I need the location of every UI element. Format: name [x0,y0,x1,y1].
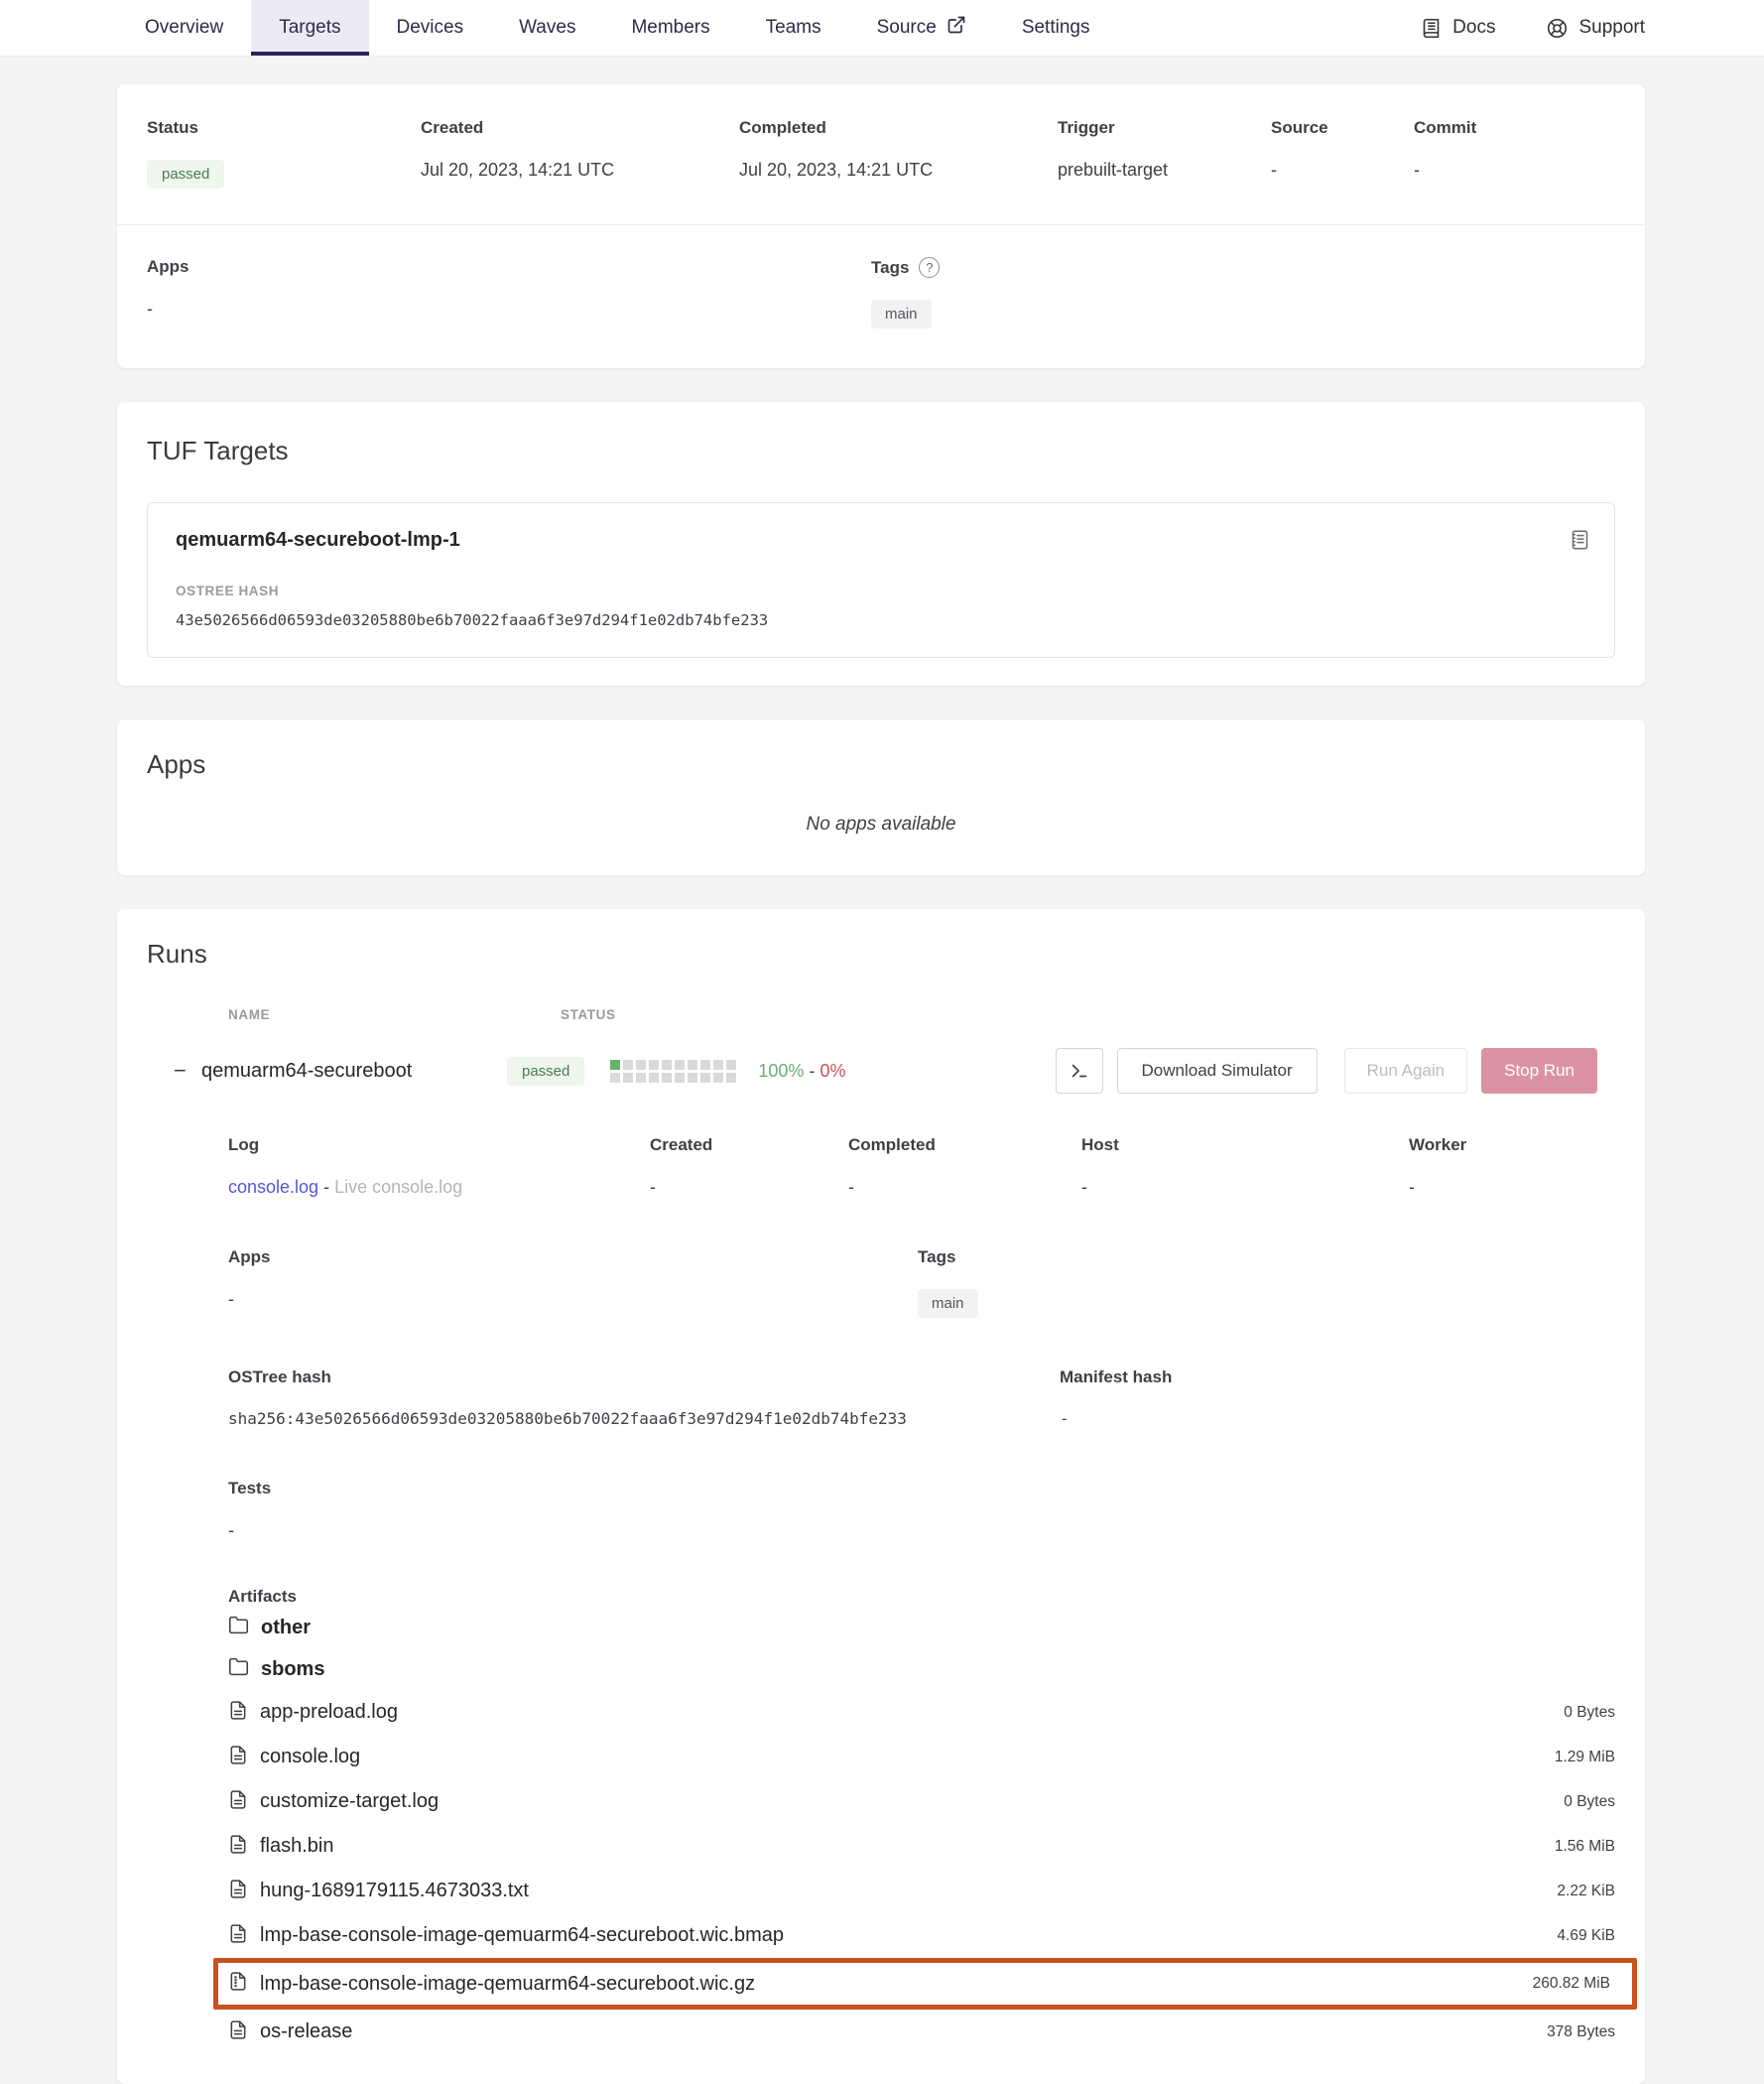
tab-source[interactable] [849,0,994,56]
download-simulator-button[interactable]: Download Simulator [1117,1048,1318,1094]
apps-empty-message: No apps available [806,814,956,835]
file-icon [228,1789,248,1815]
trigger-label: Trigger [1058,118,1115,137]
target-summary-card [117,84,1645,368]
run-details [228,1135,1615,2064]
run-worker-cell [1409,1135,1615,1198]
run-ostree-label: OSTree hash [228,1368,331,1386]
summary-source [1271,118,1414,189]
created-value: Jul 20, 2023, 14:21 UTC [421,160,615,180]
apps-value: - [147,299,153,319]
file-size: 0 Bytes [1564,1703,1615,1721]
tab-targets[interactable]: Targets [251,0,368,56]
run-completed-cell [848,1135,1081,1198]
completed-label: Completed [739,118,826,137]
file-name: console.log [260,1746,361,1767]
run-progress-percentages [758,1061,845,1082]
artifact-file-row[interactable] [228,1779,1615,1824]
run-created-value: - [650,1177,656,1197]
status-label: Status [147,118,198,137]
pass-percent: 100% [758,1060,805,1081]
run-tag-main: main [918,1289,978,1318]
summary-trigger [1058,118,1271,189]
fail-percent: 0% [819,1060,846,1081]
source-label: Source [1271,118,1328,137]
file-icon [228,1745,248,1770]
summary-row [147,118,1615,189]
tests-value: - [228,1520,234,1540]
tuf-target-details-icon[interactable] [1570,529,1590,554]
run-again-button[interactable]: Run Again [1344,1048,1467,1094]
ostree-hash-value: 43e5026566d06593de03205880be6b70022faaa6f3e97d294f1e02db74bfe233 [176,611,769,629]
artifact-file-row[interactable] [228,2010,1615,2054]
collapse-run-icon[interactable]: − [174,1058,201,1084]
run-completed-label: Completed [848,1135,936,1154]
log-cell [228,1135,650,1198]
archive-file-icon [228,1971,248,1997]
artifact-file-row[interactable] [228,1824,1615,1869]
source-value: - [1271,160,1277,180]
file-icon [228,1700,248,1726]
summary-status [147,118,421,189]
external-link-icon [946,15,966,41]
name-column-header: NAME [228,1007,271,1022]
run-name: qemuarm64-secureboot [201,1059,413,1082]
file-size: 2.22 KiB [1557,1882,1615,1899]
artifacts-section [228,1587,1615,2064]
run-tests [228,1479,1615,1541]
run-log-row [228,1135,1615,1198]
run-host-label: Host [1081,1135,1119,1154]
run-apps-tags [228,1247,1615,1318]
run-apps-cell [228,1247,918,1318]
tuf-target-item [147,502,1615,658]
run-apps-label: Apps [228,1247,271,1266]
progress-grid [610,1060,736,1083]
file-name: flash.bin [260,1835,334,1857]
tests-label: Tests [228,1479,272,1498]
apps-card-title: Apps [147,749,206,779]
run-apps-value: - [228,1289,234,1309]
runs-card [117,909,1645,2084]
tab-members[interactable]: Members [631,17,710,38]
ostree-hash-label: OSTREE HASH [176,584,280,598]
summary-apps-tags [147,257,1615,328]
folder-name: other [261,1616,311,1638]
file-size: 1.56 MiB [1554,1837,1615,1855]
folder-name: sboms [261,1657,325,1680]
run-ostree-cell [228,1368,1060,1429]
file-size: 260.82 MiB [1532,1975,1610,1992]
tab-settings[interactable]: Settings [1021,17,1090,38]
artifact-folder-sboms[interactable] [228,1648,1615,1690]
artifact-file-row[interactable] [228,1735,1615,1779]
tags-help-icon[interactable]: ? [919,257,940,278]
file-name: customize-target.log [260,1790,440,1812]
run-host-cell [1081,1135,1409,1198]
log-separator: - [323,1177,330,1197]
live-console-log-text: Live console.log [334,1177,463,1197]
file-icon [228,1923,248,1949]
file-size: 0 Bytes [1564,1792,1615,1810]
artifact-file-row[interactable] [228,1869,1615,1913]
trigger-value: prebuilt-target [1058,160,1169,180]
commit-value: - [1414,160,1420,180]
artifacts-label: Artifacts [228,1587,297,1606]
summary-created [421,118,739,189]
run-hashes [228,1368,1615,1429]
summary-divider [117,224,1645,225]
file-size: 4.69 KiB [1557,1926,1615,1944]
docs-icon [1421,18,1442,39]
run-tags-cell [918,1247,978,1318]
file-icon [228,1834,248,1860]
run-manifest-value: - [1060,1409,1070,1428]
run-created-cell [650,1135,848,1198]
support-link[interactable] [1547,17,1645,39]
log-label: Log [228,1135,260,1154]
tab-teams[interactable]: Teams [765,17,821,38]
run-created-label: Created [650,1135,713,1154]
file-size: 378 Bytes [1547,2022,1615,2040]
tuf-targets-title: TUF Targets [147,436,289,465]
file-icon [228,2019,248,2045]
artifact-file-row[interactable] [228,1690,1615,1735]
console-log-link[interactable]: console.log [228,1177,319,1197]
folder-icon [228,1615,249,1640]
run-row [147,1048,1615,1094]
apps-label: Apps [147,257,189,276]
artifact-folder-other[interactable] [228,1607,1615,1648]
status-badge: passed [147,160,224,189]
summary-tags [871,257,940,328]
summary-commit [1414,118,1615,189]
run-host-value: - [1081,1177,1087,1197]
file-name: app-preload.log [260,1701,398,1723]
tuf-targets-card [117,402,1645,686]
file-name: os-release [260,2020,353,2042]
folder-icon [228,1656,249,1682]
status-column-header: STATUS [561,1007,616,1022]
file-size: 1.29 MiB [1554,1748,1615,1765]
run-worker-label: Worker [1409,1135,1467,1154]
tab-waves[interactable]: Waves [519,17,576,38]
top-nav [0,0,1764,57]
file-icon [228,1879,248,1904]
run-actions [1056,1048,1597,1094]
run-status-badge: passed [507,1057,584,1086]
completed-value: Jul 20, 2023, 14:21 UTC [739,160,934,180]
support-label: Support [1578,17,1645,38]
run-manifest-cell [1060,1368,1172,1429]
file-name: lmp-base-console-image-qemuarm64-secureboot.wic.bmap [260,1924,785,1946]
created-label: Created [421,118,484,137]
nav-utilities [1421,0,1645,56]
tags-label: Tags [871,257,910,277]
tab-overview[interactable]: Overview [145,17,224,38]
stop-run-button[interactable]: Stop Run [1481,1048,1597,1094]
file-name: lmp-base-console-image-qemuarm64-secureboot.wic.gz [260,1972,756,1995]
summary-apps [147,257,871,328]
run-ostree-value: sha256:43e5026566d06593de03205880be6b70022faaa6f3e97d294f1e02db74bfe233 [228,1409,907,1428]
docs-label: Docs [1452,17,1496,38]
life-buoy-icon [1547,18,1568,39]
tab-source-label: Source [876,17,937,38]
docs-link[interactable] [1421,17,1495,39]
runs-table-header [228,1007,1615,1022]
tab-devices[interactable]: Devices [396,17,464,38]
console-terminal-button[interactable] [1056,1048,1103,1094]
run-tags-label: Tags [918,1247,956,1266]
file-name: hung-1689179115.4673033.txt [260,1880,529,1901]
artifact-file-row[interactable] [228,1913,1615,1958]
artifact-file-row-highlighted[interactable] [213,1958,1637,2010]
tag-main: main [871,300,932,328]
runs-title: Runs [147,939,207,969]
run-manifest-label: Manifest hash [1060,1368,1173,1386]
summary-completed [739,118,1058,189]
run-worker-value: - [1409,1177,1415,1197]
run-completed-value: - [848,1177,854,1197]
apps-card [117,719,1645,875]
tuf-target-name: qemuarm64-secureboot-lmp-1 [176,529,460,551]
commit-label: Commit [1414,118,1477,137]
percent-separator: - [809,1060,816,1081]
